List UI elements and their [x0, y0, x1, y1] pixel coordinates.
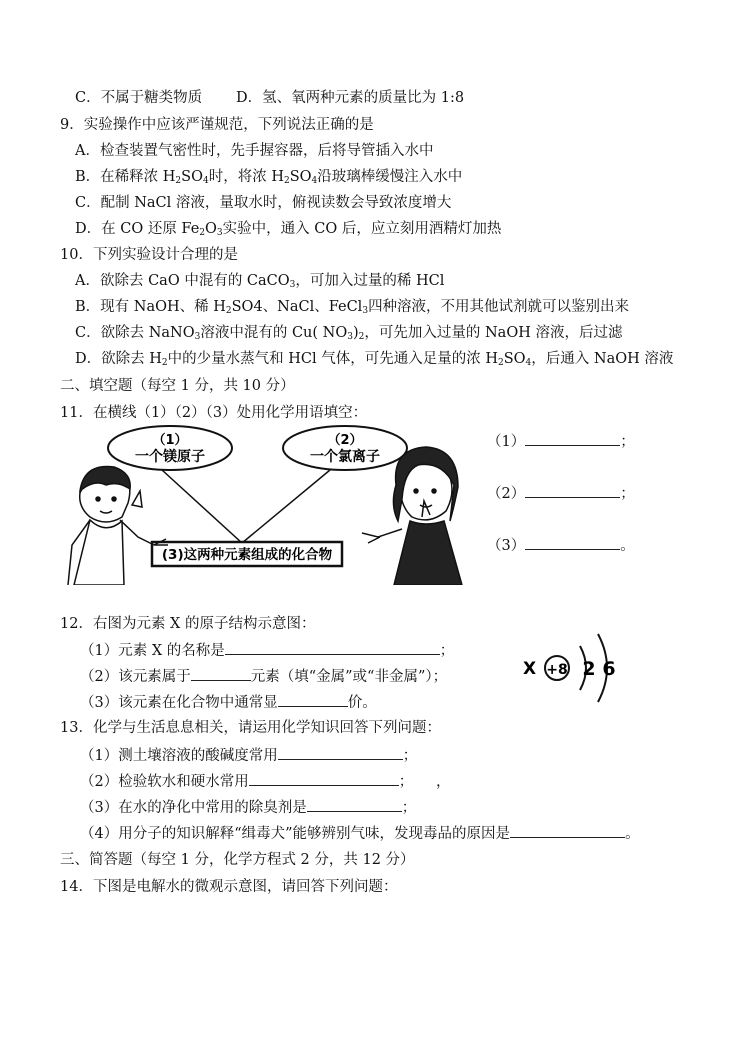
q12-line-2: （2）该元素属于 元素（填“金属”或“非金属”）； [80, 666, 447, 687]
q13-line-2: （2）检验软水和硬水常用 ； ， [80, 771, 450, 792]
q13-blank-4[interactable] [510, 823, 625, 838]
q9-option-d: D．在 CO 还原 $Fe_2O_3$实验中，通入 CO 后，应立刻用酒精灯加热 [75, 221, 502, 238]
q11-illustration [62, 425, 472, 585]
q10-option-c: C．欲除去 NaNO$_3$溶液中混有的 Cu( $NO_3)_2$，可先加入过量的 NaOH 溶液，后过滤 [75, 325, 623, 342]
pointer-lines [162, 470, 330, 543]
compound-box-text: (3)这两种元素组成的化合物 [161, 547, 333, 563]
q13-blank-1[interactable] [278, 745, 403, 760]
q9-stem: 9．实验操作中应该严谨规范，下列说法正确的是 [60, 117, 374, 133]
q12-blank-2[interactable] [191, 666, 251, 681]
section-3-heading: 三、简答题（每空 1 分，化学方程式 2 分，共 12 分） [60, 852, 415, 868]
q10-option-d: D．欲除去 $H_2$中的少量水蒸气和 HCl 气体，可先通入足量的浓 $H_2SO_4$，后通入 NaOH 溶液 [75, 351, 674, 368]
q13-blank-3[interactable] [307, 797, 402, 812]
q9-option-c: C．配制 NaCl 溶液，量取水时，俯视读数会导致浓度增大 [75, 195, 452, 211]
q9-option-b: B．在稀释浓 $H_2SO_4$时，将浓 $H_2SO_4$沿玻璃棒缓慢注入水中 [75, 169, 463, 186]
atom-structure-diagram [520, 628, 630, 710]
q13-line-3: （3）在水的净化中常用的除臭剂是 ； [80, 797, 416, 818]
q11-blank-3[interactable] [525, 535, 620, 550]
q11-answer-3: （3） 。 [487, 535, 635, 556]
bubble-2-number: （2） [327, 433, 363, 448]
q11-answer-1: （1） ； [487, 431, 635, 452]
q12-line-1: （1）元素 X 的名称是 ； [80, 640, 454, 661]
q9-option-a: A．检查装置气密性时，先手握容器，后将导管插入水中 [75, 143, 434, 159]
q11-stem: 11．在横线（1）（2）（3）处用化学用语填空： [60, 405, 368, 421]
q11-blank-1[interactable] [525, 431, 620, 446]
q8-option-c: C．不属于糖类物质 [75, 90, 203, 106]
q12-stem: 12．右图为元素 X 的原子结构示意图： [60, 616, 316, 632]
q10-option-b: B．现有 NaOH、稀 $H_2SO4$、NaCl、FeCl$_3$四种溶液，不用其他试剂就可以鉴别出来 [75, 299, 630, 316]
q11-answer-2: （2） ； [487, 483, 635, 504]
shell-2-electrons: 6 [602, 658, 616, 680]
section-2-heading: 二、填空题（每空 1 分，共 10 分） [60, 378, 295, 394]
q12-blank-3[interactable] [278, 692, 348, 707]
q8-option-d: D．氢、氧两种元素的质量比为 1:8 [236, 90, 465, 106]
bubble-1-number: （1） [152, 433, 188, 448]
shell-1-electrons: 2 [582, 658, 596, 680]
q13-line-1: （1）测土壤溶液的酸碱度常用 ； [80, 745, 417, 766]
atom-symbol: X [523, 659, 537, 679]
q12-line-3: （3）该元素在化合物中通常显 价。 [80, 692, 377, 713]
q13-blank-2[interactable] [249, 771, 399, 786]
bubble-1-text: 一个镁原子 [135, 449, 205, 465]
q14-stem: 14．下图是电解水的微观示意图，请回答下列问题： [60, 879, 398, 895]
q10-option-a: A．欲除去 CaO 中混有的 CaCO$_3$，可加入过量的稀 HCl [75, 273, 445, 290]
q13-line-4: （4）用分子的知识解释“缉毒犬”能够辨别气味，发现毒品的原因是 。 [80, 823, 640, 844]
q10-stem: 10．下列实验设计合理的是 [60, 247, 238, 263]
q13-stem: 13．化学与生活息息相关，请运用化学知识回答下列问题： [60, 720, 441, 736]
q12-blank-1[interactable] [225, 640, 440, 655]
q11-blank-2[interactable] [525, 483, 620, 498]
bubble-2-text: 一个氯离子 [310, 449, 380, 465]
nucleus-charge: +8 [546, 662, 568, 678]
